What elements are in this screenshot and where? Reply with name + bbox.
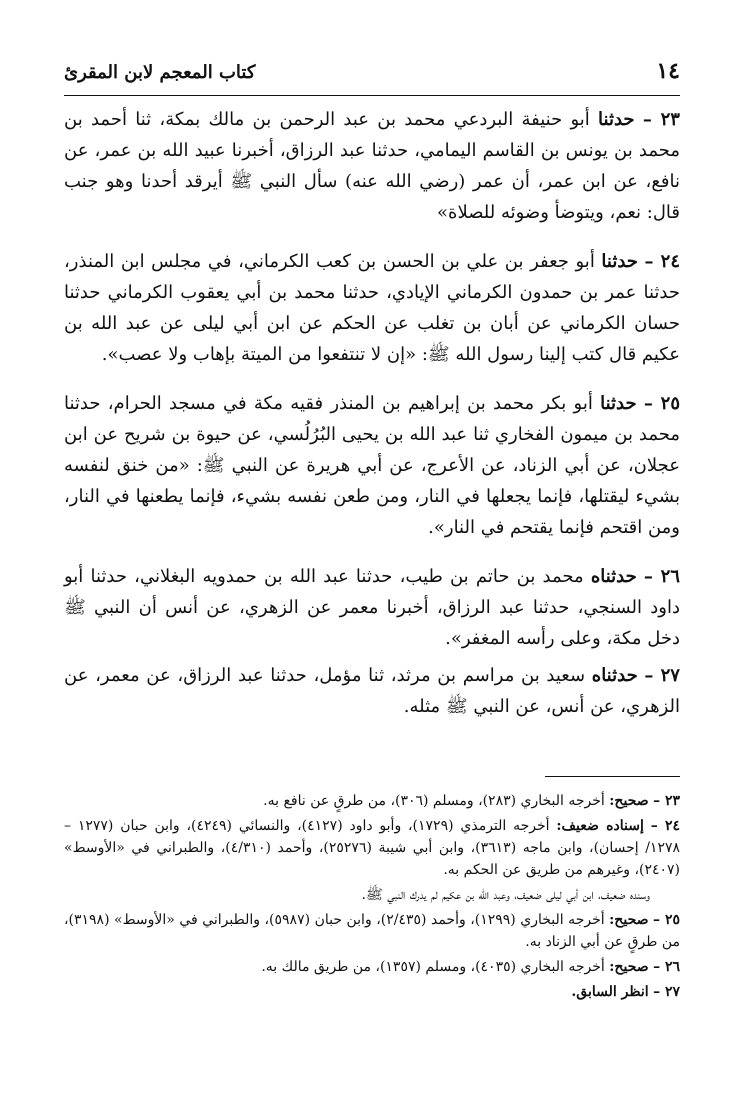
footnote-grade: انظر السابق. [571,984,649,1000]
entry-lead: حدثنا [598,109,635,130]
footnote-continuation: وسنده ضعيف، ابن أبي ليلى ضعيف، وعبد الله بن عكيم لم يدرك النبي ﷺ. [361,887,650,903]
header-divider [64,95,680,96]
hadith-entry [64,104,680,228]
footnote [64,956,680,978]
footnote-number: ٢٤ – [650,818,680,834]
running-title: كتاب المعجم لابن المقرئ [64,62,256,83]
page-number: ١٤ [656,58,680,84]
footnote [64,790,680,812]
hadith-entry [64,561,680,654]
hadith-entry [64,660,680,722]
footnote-grade: صحيح: [609,959,649,975]
footnote [64,981,680,1003]
entry-text: أبو جعفر بن علي بن الحسن بن كعب الكرماني، في مجلس ابن المنذر، حدثنا عمر بن حمدون الكرماني الإيادي، حدثنا محمد بن أبي يعقوب الكرماني حدثنا حسان الكرماني عن أبان بن تغلب عن الحكم عن ابن أبي ليلى عن عبد الله بن عكيم قال كتب إلينا رسول الله ﷺ: «إن لا تنتفعوا من الميتة بإهاب ولا عصب». [64,251,680,365]
footnote [64,815,680,881]
footnote-number: ٢٧ – [653,984,680,1000]
entry-text: أبو بكر محمد بن إبراهيم بن المنذر فقيه مكة في مسجد الحرام، حدثنا محمد بن ميمون الفخاري ثنا عبد الله بن يحيى البُرُلُسي، عن حيوة بن شريح عن ابن عجلان، عن أبي الزناد، عن الأعرج، عن أبي هريرة عن النبي ﷺ: «من خنق لنفسه بشيء ليقتلها، فإنما يجعلها في النار، ومن طعن نفسه بشيء، فإنما يطعنها في النار، ومن اقتحم فإنما يقتحم في النار». [64,393,681,538]
footnotes [64,790,680,1006]
main-text [64,104,680,722]
entry-text: أبو حنيفة البردعي محمد بن عبد الرحمن بن مالك بمكة، ثنا أحمد بن محمد بن يونس بن القاسم اليمامي، حدثنا عبد الرزاق، أخبرنا عبيد الله بن عمر، عن نافع، عن ابن عمر، أن عمر (رضي الله عنه) سأل النبي ﷺ أيرقد أحدنا وهو جنب قال: نعم، ويتوضأ وضوئه للصلاة» [64,109,680,223]
entry-number: ٢٦ – [643,566,680,587]
footnote-number: ٢٦ – [653,959,680,975]
hadith-entry [64,388,680,543]
entry-lead: حدثناه [590,566,637,587]
entry-number: ٢٧ – [644,665,680,686]
footnote-divider [545,776,680,777]
footnote-text: أخرجه البخاري (٢٨٣)، ومسلم (٣٠٦)، من طرقٍ عن نافع به. [263,793,605,809]
footnote-number: ٢٣ – [653,793,680,809]
footnote-text: أخرجه البخاري (٤٠٣٥)، ومسلم (١٣٥٧)، من طريق مالك به. [261,959,605,975]
hadith-entry [64,246,680,370]
entry-number: ٢٤ – [644,251,680,272]
entry-lead: حدثنا [601,251,638,272]
footnote-grade: إسناده ضعيف: [556,818,644,834]
entry-number: ٢٥ – [643,393,680,414]
footnote-text: أخرجه البخاري (١٢٩٩)، وأحمد (٢/٤٣٥)، وابن حبان (٥٩٨٧)، والطبراني في «الأوسط» (٣١٩٨)، من طرقٍ عن أبي الزناد به. [64,912,680,950]
page-header [64,58,680,88]
footnote-text: أخرجه الترمذي (١٧٢٩)، وأبو داود (٤١٢٧)، والنسائي (٤٢٤٩)، وابن حبان (١٢٧٧ – ١٢٧٨/ إحسان)، وابن ماجه (٣٦١٣)، وابن أبي شيبة (٢٥٢٧٦)، وأحمد (٤/٣١٠)، والطبراني في «الأوسط» (٢٤٠٧)، وغيرهم من طريق عن الحكم به. [64,818,680,878]
footnote-grade: صحيح: [609,912,649,928]
entry-lead: حدثنا [600,393,637,414]
entry-number: ٢٣ – [642,109,680,130]
entry-text: سعيد بن مراسم بن مرثد، ثنا مؤمل، حدثنا عبد الرزاق، عن معمر، عن الزهري، عن أنس، عن النبي ﷺ مثله. [64,665,680,717]
entry-lead: حدثناه [591,665,638,686]
footnote-grade: صحيح: [609,793,649,809]
footnote [64,909,680,953]
entry-text: محمد بن حاتم بن طيب، حدثنا عبد الله بن حمدويه البغلاني، حدثنا أبو داود السنجي، حدثنا عبد الرزاق، أخبرنا معمر عن الزهري، عن أنس أن النبي ﷺ دخل مكة، وعلى رأسه المغفر». [64,566,680,649]
footnote-number: ٢٥ – [653,912,680,928]
